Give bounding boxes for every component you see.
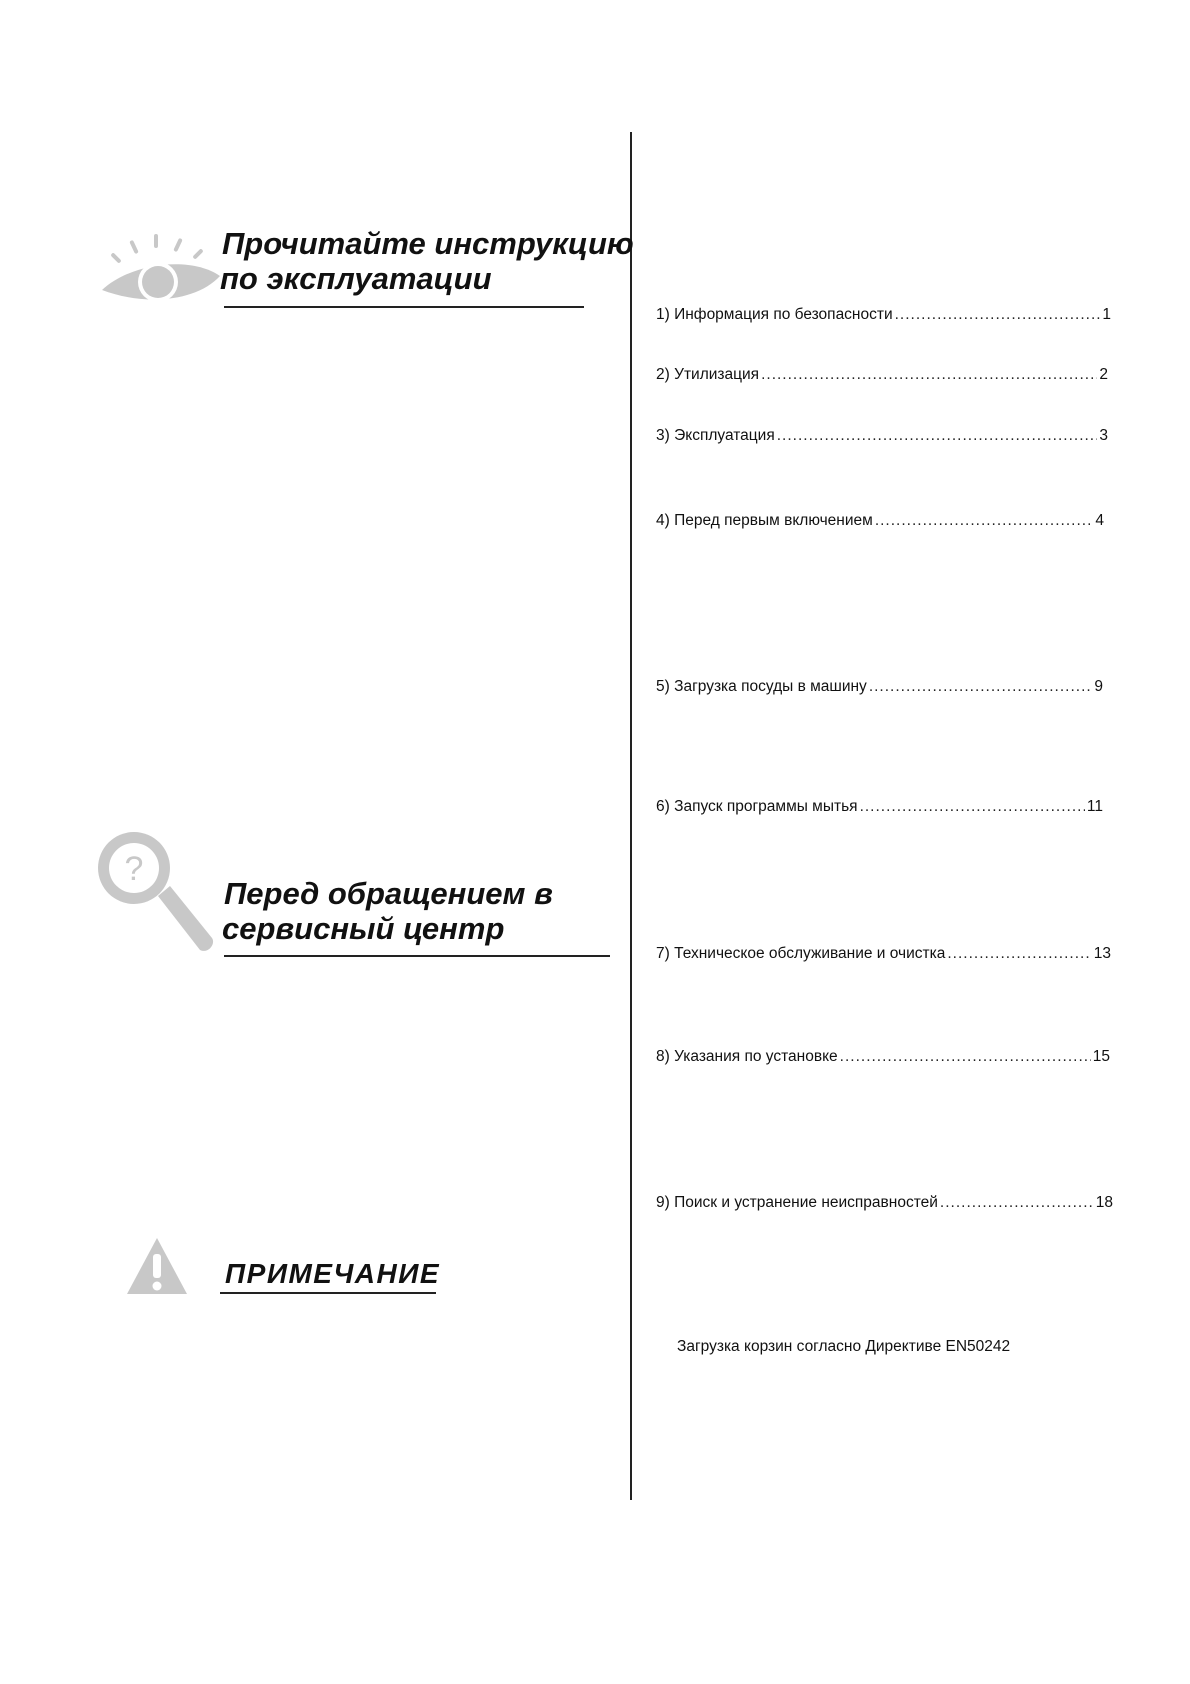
service-center-underline: [224, 955, 610, 957]
toc-item-safety[interactable]: 1) Информация по безопасности ..... 1: [656, 306, 1111, 324]
toc-item-loading[interactable]: 5) Загрузка посуды в машину ..... 9: [656, 678, 1103, 696]
svg-text:?: ?: [124, 850, 144, 888]
service-center-line1: Перед обращением в: [224, 876, 553, 911]
note-heading: ПРИМЕЧАНИЕ: [225, 1258, 441, 1289]
toc-item-troubleshooting[interactable]: 9) Поиск и устранение неисправностей ..... 18: [656, 1194, 1113, 1212]
toc-item-operation[interactable]: 3) Эксплуатация ..... 3: [656, 427, 1108, 445]
toc-item-disposal[interactable]: 2) Утилизация ..... 2: [656, 366, 1108, 384]
toc-item-program-start[interactable]: 6) Запуск программы мытья ..... 11: [656, 798, 1103, 816]
service-center-line2: сервисный центр: [222, 911, 505, 946]
toc-item-maintenance[interactable]: 7) Техническое обслуживание и очистка ..... 13: [656, 945, 1111, 963]
eye-icon: [92, 232, 224, 308]
read-instructions-heading: [222, 226, 634, 296]
toc-item-installation[interactable]: 8) Указания по установке ..... 15: [656, 1048, 1110, 1066]
read-instructions-line1: Прочитайте инструкцию: [222, 226, 634, 261]
basket-loading-note: Загрузка корзин согласно Директиве EN50242: [677, 1338, 1011, 1355]
warning-triangle-icon: [126, 1236, 188, 1296]
read-instructions-underline: [224, 306, 584, 308]
read-instructions-line2: по эксплуатации: [220, 261, 492, 296]
toc-item-first-use[interactable]: 4) Перед первым включением ..... 4: [656, 512, 1104, 530]
note-underline: [220, 1292, 436, 1294]
service-center-heading: [224, 876, 553, 946]
magnifier-question-icon: [96, 830, 214, 956]
column-divider: [630, 132, 632, 1500]
